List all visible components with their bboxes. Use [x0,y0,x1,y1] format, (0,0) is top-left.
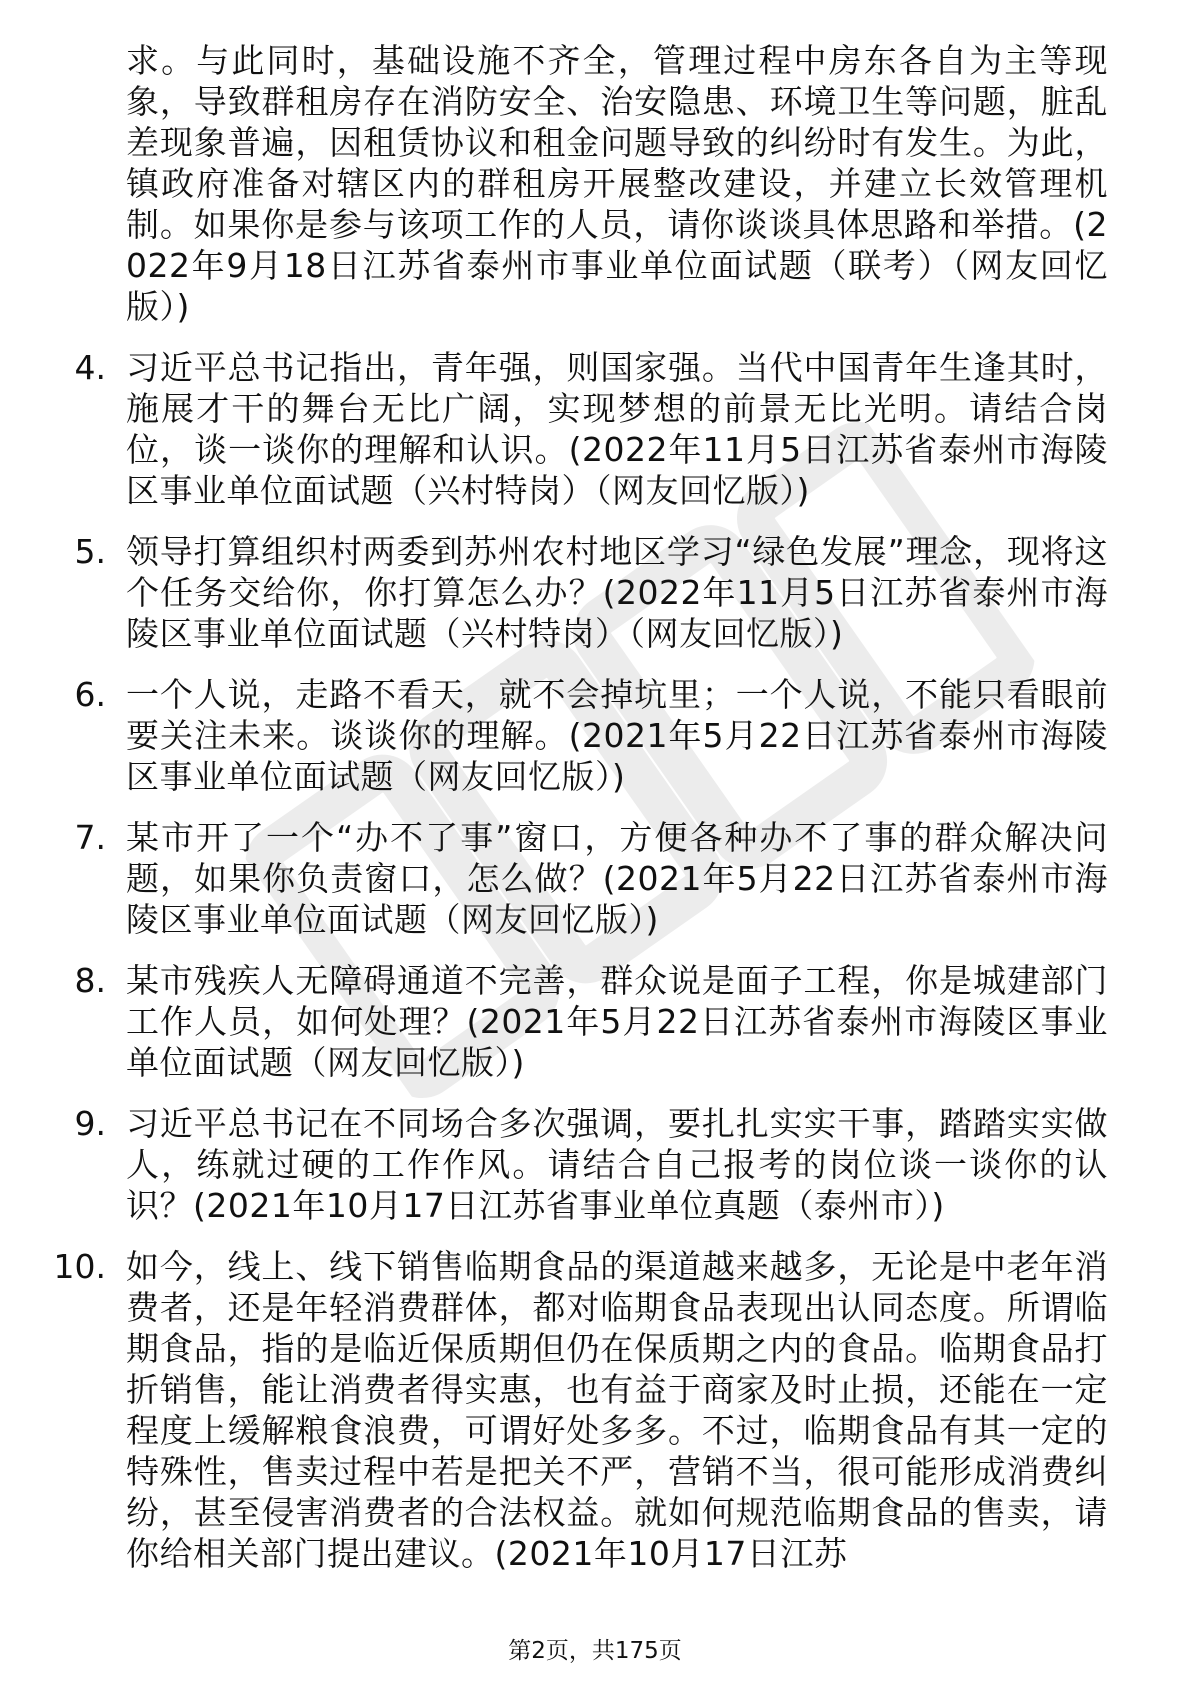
item-number: 5. [74,532,106,571]
list-item [0,531,1190,654]
item-text: 领导打算组织村两委到苏州农村地区学习“绿色发展”理念，现将这个任务交给你，你打算怎么办？(2022年11月5日江苏省泰州市海陵区事业单位面试题（兴村特岗）（网友回忆版）) [126,532,1108,653]
list-item [0,1246,1190,1574]
item-number: 6. [74,675,106,714]
item-number: 4. [74,348,106,387]
page-number-footer: 第2页，共175页 [508,1638,682,1664]
item-number: 10. [53,1247,106,1286]
list-item [0,817,1190,940]
item-text: 习近平总书记指出，青年强，则国家强。当代中国青年生逢其时，施展才干的舞台无比广阔，实现梦想的前景无比光明。请结合岗位，谈一谈你的理解和认识。(2022年11月5日江苏省泰州市海陵区事业单位面试题（兴村特岗）（网友回忆版）) [126,348,1108,510]
item-text: 习近平总书记在不同场合多次强调，要扎扎实实干事，踏踏实实做人，练就过硬的工作作风。请结合自己报考的岗位谈一谈你的认识？(2021年10月17日江苏省事业单位真题（泰州市）) [126,1104,1108,1225]
list-item [0,347,1190,511]
item-text: 某市残疾人无障碍通道不完善，群众说是面子工程，你是城建部门工作人员，如何处理？(2021年5月22日江苏省泰州市海陵区事业单位面试题（网友回忆版）) [126,961,1108,1082]
item-text: 某市开了一个“办不了事”窗口，方便各种办不了事的群众解决问题，如果你负责窗口，怎么做？(2021年5月22日江苏省泰州市海陵区事业单位面试题（网友回忆版）) [126,818,1108,939]
item-number: 9. [74,1104,106,1143]
document-body [0,40,1190,1574]
item-number: 7. [74,818,106,857]
item-number: 8. [74,961,106,1000]
continuation-paragraph: 求。与此同时，基础设施不齐全，管理过程中房东各自为主等现象，导致群租房存在消防安全、治安隐患、环境卫生等问题，脏乱差现象普遍，因租赁协议和租金问题导致的纠纷时有发生。为此，镇政府准备对辖区内的群租房开展整改建设，并建立长效管理机制。如果你是参与该项工作的人员，请你谈谈具体思路和举措。(2022年9月18日江苏省泰州市事业单位面试题（联考）（网友回忆版）) [126,41,1108,326]
list-item [0,960,1190,1083]
item-text: 一个人说，走路不看天，就不会掉坑里；一个人说，不能只看眼前要关注未来。谈谈你的理解。(2021年5月22日江苏省泰州市海陵区事业单位面试题（网友回忆版）) [126,675,1108,796]
list-item [0,674,1190,797]
list-item [0,1103,1190,1226]
item-text: 如今，线上、线下销售临期食品的渠道越来越多，无论是中老年消费者，还是年轻消费群体，都对临期食品表现出认同态度。所谓临期食品，指的是临近保质期但仍在保质期之内的食品。临期食品打折销售，能让消费者得实惠，也有益于商家及时止损，还能在一定程度上缓解粮食浪费，可谓好处多多。不过，临期食品有其一定的特殊性，售卖过程中若是把关不严，营销不当，很可能形成消费纠纷，甚至侵害消费者的合法权益。就如何规范临期食品的售卖，请你给相关部门提出建议。(2021年10月17日江苏 [126,1247,1108,1573]
